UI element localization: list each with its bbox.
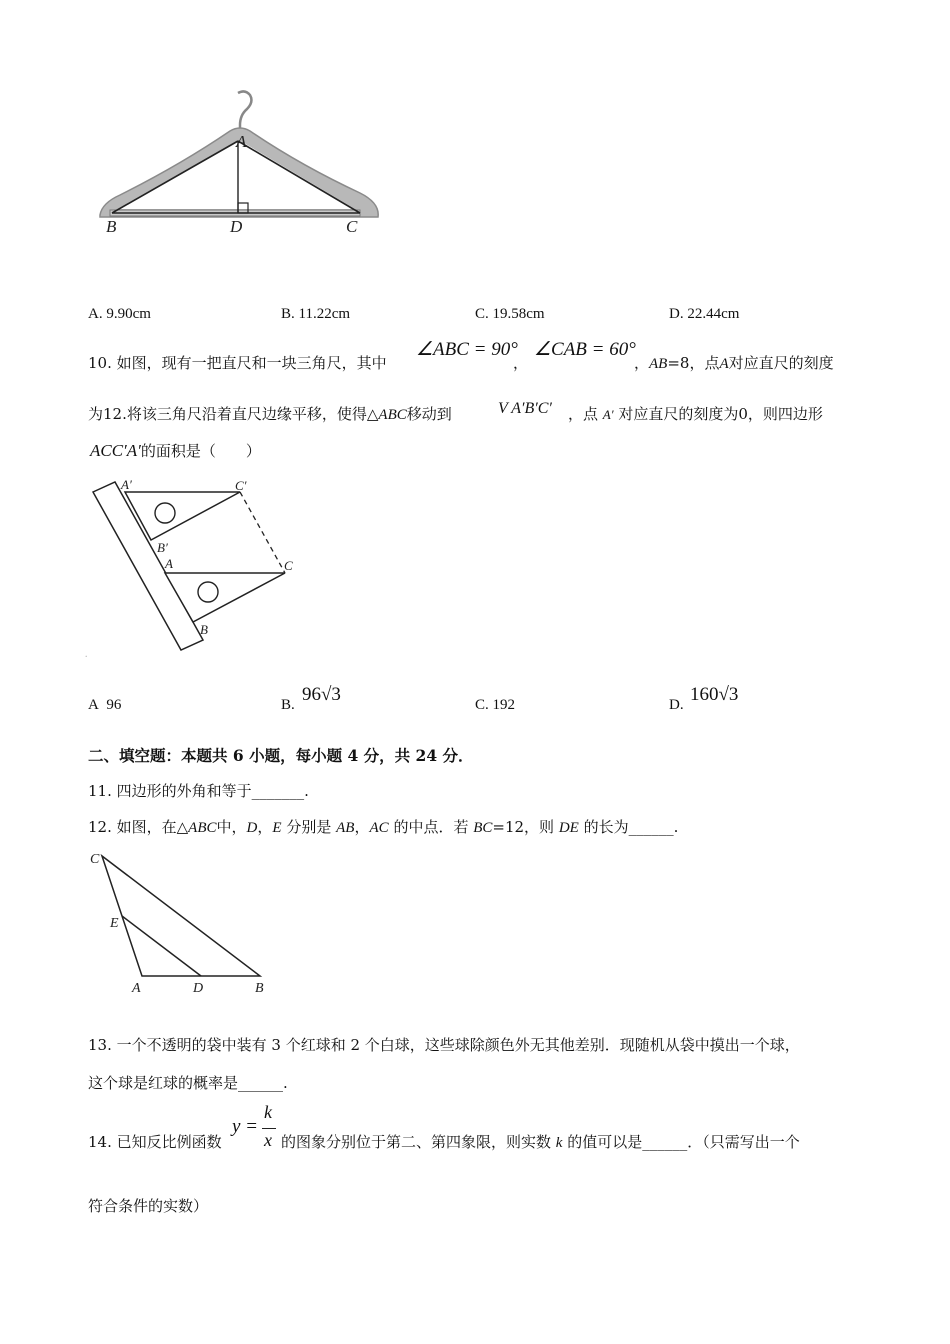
q10-line3: ACC′A′的面积是（ ） (90, 441, 261, 460)
q12-fig-label-c: C (90, 852, 100, 867)
q14-y-eq: y = (232, 1116, 259, 1137)
q10-fig-label-b1: B′ (157, 540, 168, 555)
q10-option-b-letter: B. (281, 697, 295, 713)
q12-text: 12. 如图，在△ABC中，D，E 分别是 AB，AC 的中点．若 BC=12，则 DE 的长为______. (88, 818, 679, 836)
q12-fig-label-a: A (132, 981, 141, 996)
ruler-triangle-figure (85, 472, 315, 662)
q9-option-b: B. 11.22cm (281, 306, 351, 322)
q14-line1-end: 的图象分别位于第二、第四象限，则实数 k 的值可以是______．（只需写出一个 (281, 1133, 800, 1151)
hanger-label-d: D (230, 217, 243, 236)
q10-line2: 为12.将该三角尺沿着直尺边缘平移，使得△ABC移动到 (88, 405, 452, 423)
q14-denominator: x (264, 1130, 272, 1150)
hanger-figure (90, 85, 390, 240)
q10-option-c: C. 192 (475, 697, 516, 713)
q10-option-d-letter: D. (669, 697, 684, 713)
q10-triangle-moved: V A′B′C′ (498, 400, 552, 417)
q11-text: 11. 四边形的外角和等于_______. (88, 782, 309, 800)
q10-fig-label-a: A (165, 556, 173, 571)
q9-option-d: D. 22.44cm (669, 306, 740, 322)
hanger-label-a: A (236, 132, 247, 151)
q14-line2: 符合条件的实数） (88, 1197, 209, 1215)
q12-fig-label-e: E (110, 916, 119, 931)
q10-angle1: ∠ABC = 90° (416, 339, 518, 360)
q10-fig-label-c1: C′ (235, 478, 247, 493)
q12-fig-label-b: B (255, 981, 264, 996)
q10-line2-end: ，点 A′ 对应直尺的刻度为0，则四边形 (568, 405, 823, 423)
q10-option-d-value: 160√3 (690, 684, 739, 705)
q10-comma1: ， (513, 354, 529, 372)
q13-line2: 这个球是红球的概率是______. (88, 1074, 288, 1092)
q9-option-a: A. 9.90cm (88, 306, 151, 322)
q10-fig-label-b: B (200, 622, 208, 637)
q10-option-a: A 96 (88, 697, 122, 713)
scan-artifact-icon: . (85, 646, 88, 660)
q10-fig-label-c: C (284, 558, 293, 573)
q10-fig-label-a1: A′ (121, 477, 132, 492)
q13-line1: 13. 一个不透明的袋中装有 3 个红球和 2 个白球，这些球除颜色外无其他差别．现随机从袋中摸出一个球， (88, 1036, 800, 1054)
hanger-label-c: C (346, 217, 358, 236)
q9-option-c: C. 19.58cm (475, 306, 545, 322)
q14-pre: 14. 已知反比例函数 (88, 1133, 222, 1151)
hanger-label-b: B (106, 217, 117, 236)
q12-triangle-figure (88, 846, 278, 998)
q10-line1: 10. 如图，现有一把直尺和一块三角尺，其中 (88, 354, 387, 372)
section2-title: 二、填空题：本题共 6 小题，每小题 4 分，共 24 分． (88, 746, 474, 765)
q12-fig-label-d: D (193, 981, 204, 996)
q10-option-b-value: 96√3 (302, 684, 341, 705)
q10-line1-end: ，AB=8，点A对应直尺的刻度 (634, 354, 834, 372)
q10-angle2: ∠CAB = 60° (534, 339, 636, 360)
q14-numerator: k (264, 1102, 272, 1122)
